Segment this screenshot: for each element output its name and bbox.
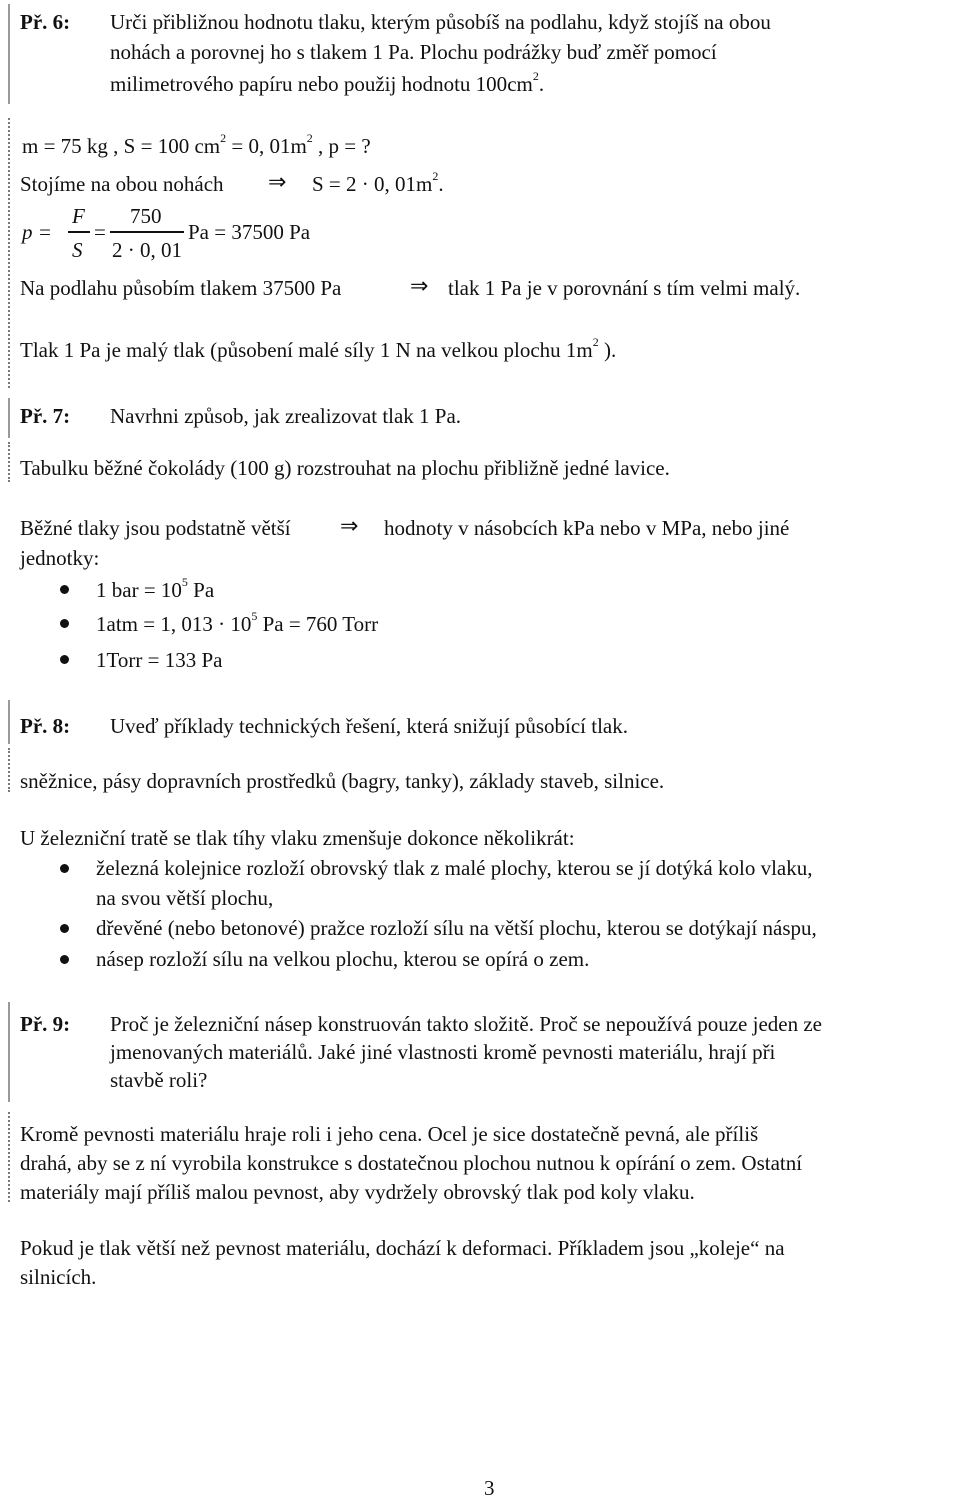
conclusion-text: Na podlahu působím tlakem 37500 Pa <box>20 276 342 300</box>
equals-sign: = <box>94 220 106 244</box>
task-text: Uveď příklady technických řešení, která snižují působící tlak. <box>110 714 629 738</box>
margin-bar <box>8 1112 10 1202</box>
fraction-denominator: 2 · 0, 01 <box>112 238 182 262</box>
formula-result: Pa = 37500 Pa <box>188 220 311 244</box>
list-item: na svou větší plochu, <box>96 886 274 910</box>
task-text: Proč je železniční násep konstruován takto složitě. Proč se nepoužívá pouze jeden ze <box>110 1012 822 1036</box>
task-text: nohách a porovnej ho s tlakem 1 Pa. Plochu podrážky buď změř pomocí <box>110 40 717 64</box>
stand-equation: S = 2 · 0, $01m^2$. <box>312 169 444 196</box>
unit-torr: 1Torr = 133 Pa <box>96 648 223 672</box>
answer-text: Kromě pevnosti materiálu hraje roli i jeho cena. Ocel je sice dostatečně pevná, ale příliš <box>20 1122 759 1146</box>
task-text: Urči přibližnou hodnotu tlaku, kterým působíš na podlahu, když stojíš na obou <box>110 10 771 34</box>
fraction-line <box>110 231 184 233</box>
page-number: 3 <box>484 1476 495 1500</box>
list-item: dřevěné (nebo betonové) pražce rozloží sílu na větší plochu, kterou se dotýkají náspu, <box>96 916 817 940</box>
unit-atm: 1atm = 1, $013 \cdot 10^5$ Pa = 760 Torr <box>96 609 379 636</box>
exercise-label: Př. 8: <box>20 714 71 738</box>
margin-bar <box>8 4 10 104</box>
margin-bar <box>8 700 10 744</box>
bullet <box>60 955 69 964</box>
task-text: milimetrového papíru nebo použij hodnotu $100cm^2$. <box>110 69 545 96</box>
given-equation: m = 75 kg , S = 100 $cm^2 = 0$, $01m^2$ , p = ? <box>22 131 371 158</box>
exercise-label: Př. 6: <box>20 10 71 34</box>
stand-text: Stojíme na obou nohách <box>20 172 224 196</box>
implies-arrow: ⇒ <box>410 274 429 299</box>
task-text: stavbě roli? <box>110 1068 208 1092</box>
rail-intro: U železniční tratě se tlak tíhy vlaku zmenšuje dokonce několikrát: <box>20 826 575 850</box>
task-text: Navrhni způsob, jak zrealizovat tlak 1 Pa. <box>110 404 462 428</box>
exercise-label: Př. 7: <box>20 404 71 428</box>
exercise-label: Př. 9: <box>20 1012 71 1036</box>
margin-bar <box>8 1002 10 1102</box>
common-pressures-text: jednotky: <box>20 546 100 570</box>
implies-arrow: ⇒ <box>340 514 359 539</box>
bullet <box>60 864 69 873</box>
deformation-text: Pokud je tlak větší než pevnost materiálu, dochází k deformaci. Příkladem jsou „koleje“ na <box>20 1236 785 1260</box>
list-item: násep rozloží sílu na velkou plochu, kterou se opírá o zem. <box>96 947 590 971</box>
answer-text: Tabulku běžné čokolády (100 g) rozstrouhat na plochu přibližně jedné lavice. <box>20 456 670 480</box>
fraction-numerator: F <box>72 204 85 228</box>
answer-text: drahá, aby se z ní vyrobila konstrukce s dostatečnou plochou nutnou k opírání o zem. Ostatní <box>20 1151 803 1175</box>
common-pressures-text: Běžné tlaky jsou podstatně větší <box>20 516 291 540</box>
bullet <box>60 655 69 664</box>
common-pressures-text: hodnoty v násobcích kPa nebo v MPa, nebo jiné <box>384 516 790 540</box>
fraction-numerator: 750 <box>130 204 162 228</box>
answer-text: materiály mají příliš malou pevnost, aby vydržely obrovský tlak pod koly vlaku. <box>20 1180 695 1204</box>
formula-p: p = <box>22 220 52 244</box>
unit-bar: 1 bar = $10^5$ Pa <box>96 575 215 602</box>
task-text: jmenovaných materiálů. Jaké jiné vlastnosti kromě pevnosti materiálu, hrají při <box>110 1040 776 1064</box>
margin-bar <box>8 118 10 388</box>
bullet <box>60 924 69 933</box>
deformation-text: silnicích. <box>20 1265 97 1289</box>
margin-bar <box>8 398 10 438</box>
fraction-line <box>68 231 90 233</box>
small-pressure-text: Tlak 1 Pa je malý tlak (působení malé síly 1 N na velkou plochu $1m^2$ ). <box>20 335 617 362</box>
bullet <box>60 619 69 628</box>
answer-text: sněžnice, pásy dopravních prostředků (bagry, tanky), základy staveb, silnice. <box>20 769 665 793</box>
conclusion-text: tlak 1 Pa je v porovnání s tím velmi malý. <box>448 276 801 300</box>
margin-bar <box>8 748 10 792</box>
bullet <box>60 585 69 594</box>
margin-bar <box>8 442 10 482</box>
list-item: železná kolejnice rozloží obrovský tlak z malé plochy, kterou se jí dotýká kolo vlaku, <box>96 856 813 880</box>
implies-arrow: ⇒ <box>268 170 287 195</box>
fraction-denominator: S <box>72 238 83 262</box>
